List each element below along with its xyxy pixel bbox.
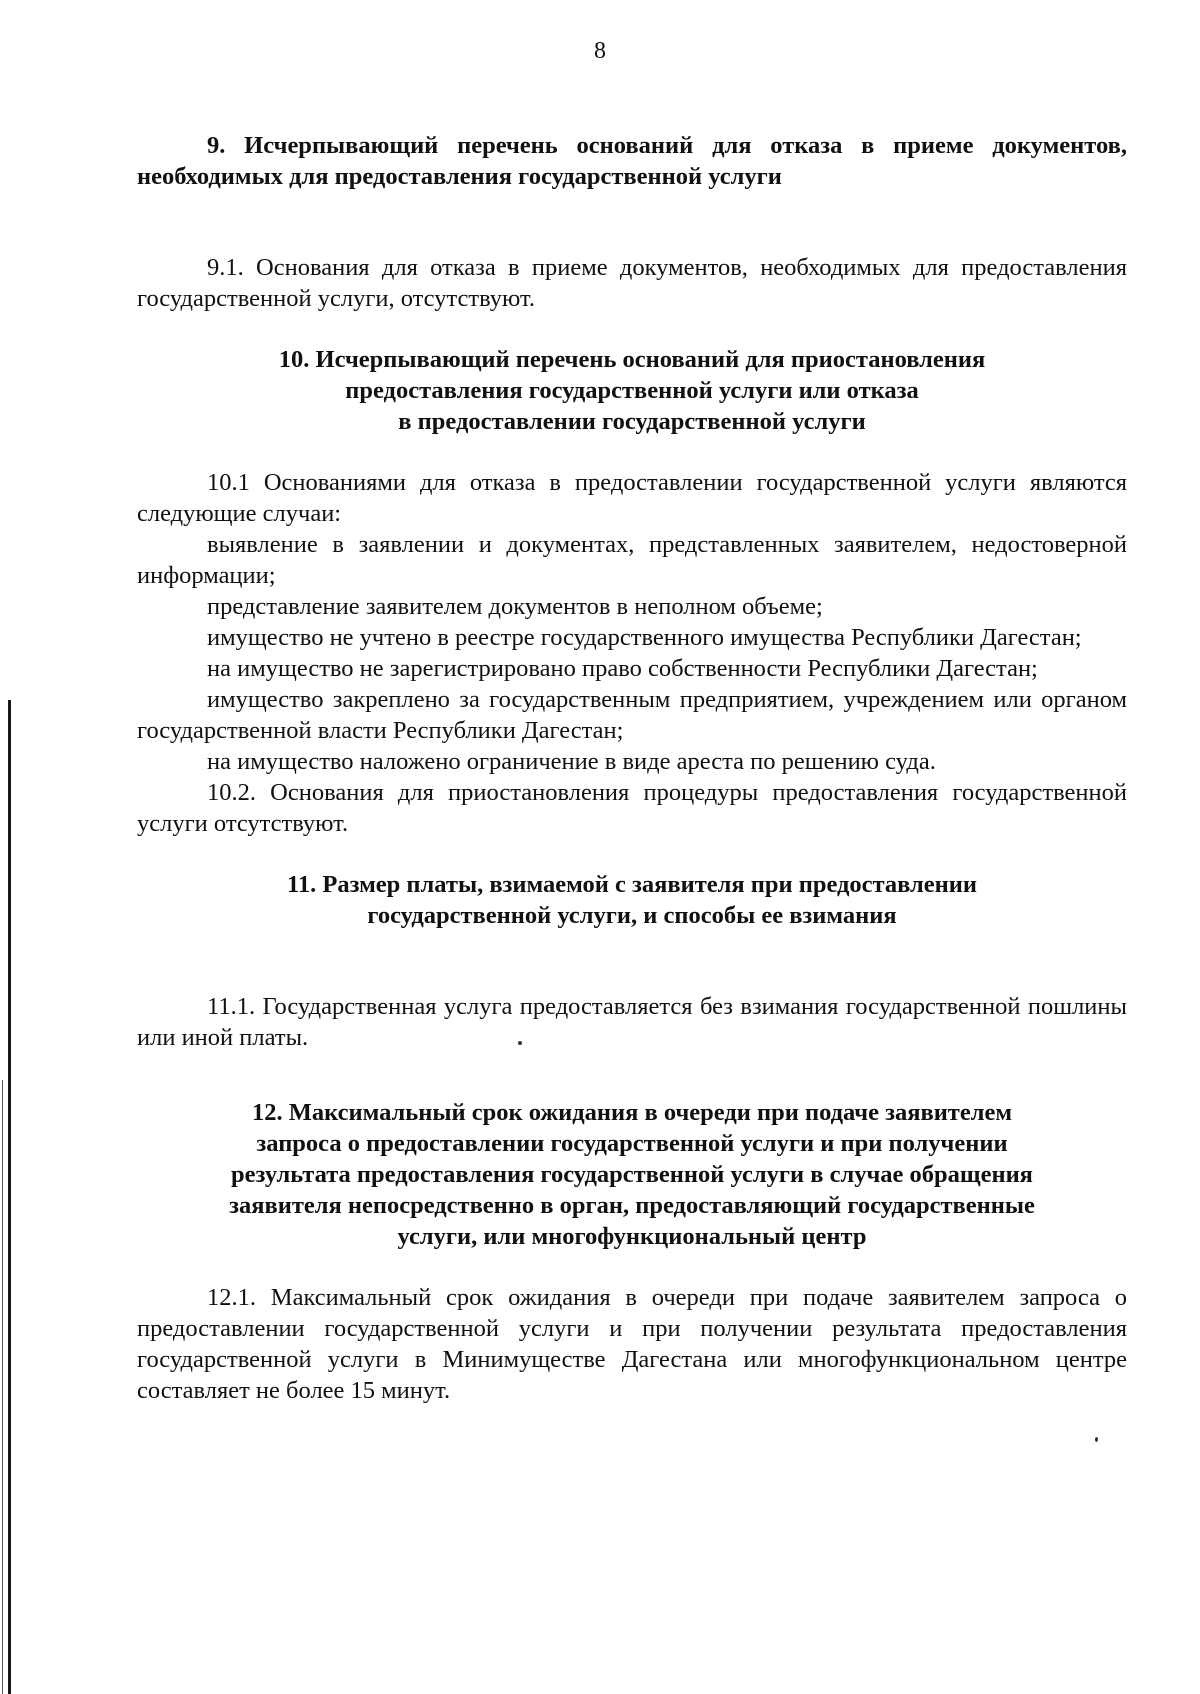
heading-line: 12. Максимальный срок ожидания в очереди при подаче заявителем [251,1099,1013,1126]
section-10-paragraph: на имущество наложено ограничение в виде ареста по решению суда. [207,748,936,775]
section-11-paragraph: 11.1. Государственная услуга предоставляется без взимания государственной пошлины или иной платы. [137,993,1127,1051]
heading-line: предоставления государственной услуги или отказа [345,377,919,404]
section-12-paragraph: 12.1. Максимальный срок ожидания в очереди при подаче заявителем запроса о предоставлении государственной услуги и при получении результата предоставления государственной услуги в Минимуществе Дагестана или многофункциональном центре составляет не более 15 минут. [137,1284,1127,1404]
scan-speck [1095,1437,1098,1442]
scan-edge-line-thin [2,1080,3,1694]
heading-line: результата предоставления государственной услуги в случае обращения [231,1161,1033,1188]
section-11-heading [137,869,1127,931]
page-number: 8 [594,38,606,64]
heading-line: 10. Исчерпывающий перечень оснований для приостановления [278,346,986,373]
section-10-paragraph: выявление в заявлении и документах, представленных заявителем, недостоверной информации; [137,531,1127,589]
section-9-paragraph: 9.1. Основания для отказа в приеме документов, необходимых для предоставления государственной услуги, отсутствуют. [137,254,1127,312]
heading-line: государственной услуги, и способы ее взимания [367,902,897,929]
heading-line: запроса о предоставлении государственной услуги и при получении [256,1130,1008,1157]
heading-line: заявителя непосредственно в орган, предоставляющий государственные [229,1192,1035,1219]
document-body [137,130,1127,1406]
scan-edge-line [8,700,11,1694]
section-9-heading: 9. Исчерпывающий перечень оснований для отказа в приеме документов, необходимых для предоставления государственной услуги [137,132,1127,190]
section-10-paragraph: 10.1 Основаниями для отказа в предоставлении государственной услуги являются следующие случаи: [137,469,1127,527]
section-10-paragraph: имущество закреплено за государственным предприятием, учреждением или органом государственной власти Республики Дагестан; [137,686,1127,744]
section-10-paragraph: на имущество не зарегистрировано право собственности Республики Дагестан; [207,655,1038,682]
heading-line: услуги, или многофункциональный центр [397,1223,867,1250]
section-10-paragraph: имущество не учтено в реестре государственного имущества Республики Дагестан; [207,624,1082,651]
heading-line: 11. Размер платы, взимаемой с заявителя при предоставлении [287,871,977,898]
section-10-paragraph: представление заявителем документов в неполном объеме; [207,593,823,620]
section-12-heading [137,1097,1127,1252]
heading-line: в предоставлении государственной услуги [398,408,866,435]
section-10-paragraph: 10.2. Основания для приостановления процедуры предоставления государственной услуги отсутствуют. [137,779,1127,837]
section-10-heading [137,344,1127,437]
